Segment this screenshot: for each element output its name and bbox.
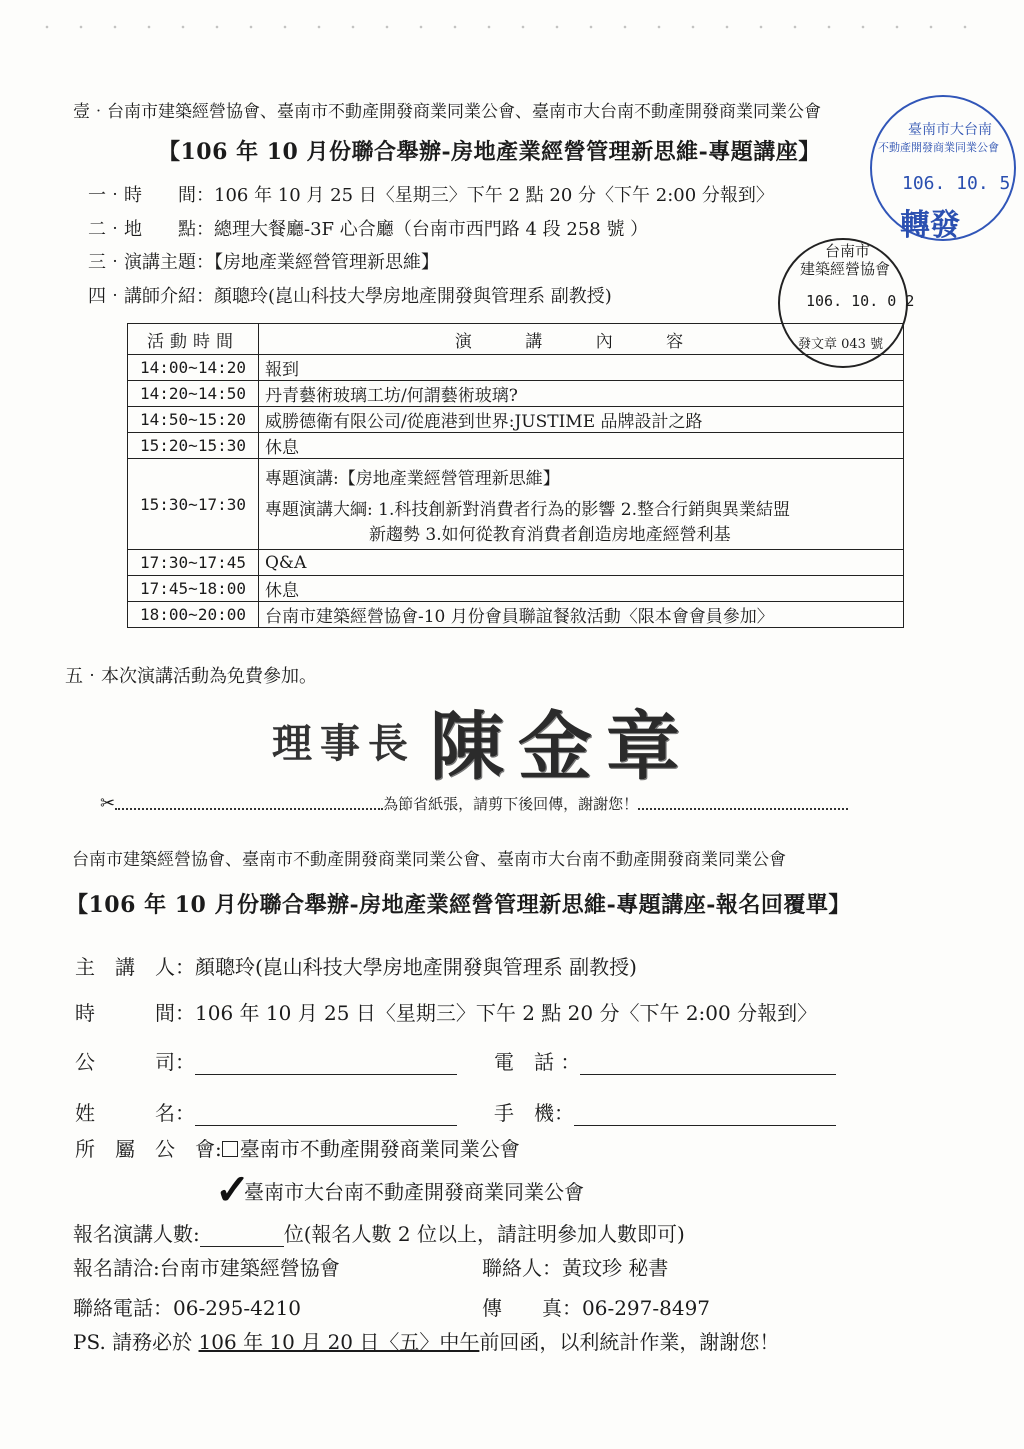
union-opt2-label[interactable]: 臺南市大台南不動產開發商業同業公會 [244, 1180, 584, 1204]
scan-dot-border [30, 24, 990, 30]
info-value: 106 年 10 月 25 日〈星期三〉下午 2 點 20 分〈下午 2:00 分報到〉 [214, 185, 774, 206]
info-label: 二‧地 點： [88, 219, 214, 240]
free-admission-note: 五‧本次演講活動為免費參加。 [65, 666, 317, 687]
schedule-row [128, 602, 904, 628]
schedule-content-line: 新趨勢 3.如何從教育消費者創造房地產經營利基 [369, 524, 731, 545]
schedule-content [259, 550, 904, 576]
header-time: 活動時間 [128, 324, 259, 355]
company-row [75, 1046, 457, 1075]
contact-fax: 傳 真：06-297-8497 [482, 1296, 711, 1320]
schedule-time: 15:30~17:30 [128, 459, 259, 550]
phone-label: 電 話 ： [494, 1050, 581, 1074]
schedule-time: 14:00~14:20 [128, 355, 259, 381]
count-field[interactable] [200, 1224, 284, 1247]
speaker-label: 主 講 人： [75, 955, 195, 979]
union-opt1-label: 臺南市不動產開發商業同業公會 [239, 1137, 520, 1161]
schedule-content [259, 355, 904, 381]
dotted-line-right [638, 800, 848, 810]
schedule-content-line: 報到 [265, 360, 299, 380]
union-opt2-row [244, 1176, 584, 1205]
info-value: 【房地產業經營管理新思維】 [214, 252, 439, 273]
schedule-content [259, 407, 904, 433]
schedule-content [259, 602, 904, 628]
count-row [73, 1218, 685, 1247]
company-field[interactable] [195, 1052, 457, 1075]
form-title: 【106 年 10 月份聯合舉辦-房地產業經營管理新思維-專題講座-報名回覆單】 [66, 892, 851, 918]
info-row [88, 181, 774, 207]
dispatch-stamp-date: 106. 10. 0 2 [806, 292, 915, 310]
event-title: 【106 年 10 月份聯合舉辦-房地產業經營管理新思維-專題講座】 [158, 139, 821, 165]
handwritten-check-mark-icon: ✓ [215, 1165, 251, 1214]
schedule-content [259, 576, 904, 602]
time-value: 106 年 10 月 25 日〈星期三〉下午 2 點 20 分〈下午 2:00 分報到〉 [195, 1001, 818, 1025]
schedule-row [128, 407, 904, 433]
info-row [88, 282, 612, 308]
schedule-content-line: 專題演講大綱: 1.科技創新對消費者行為的影響 2.整合行銷與異業結盟 [265, 499, 790, 520]
ps-prefix: PS. 請務必於 [73, 1330, 199, 1354]
schedule-header-row [128, 324, 904, 355]
stamp-action: 轉發 [900, 208, 960, 243]
schedule-time: 17:30~17:45 [128, 550, 259, 576]
schedule-row [128, 381, 904, 407]
stamp-date: 106. 10. 5 [902, 173, 1011, 194]
mobile-label: 手 機： [494, 1101, 574, 1125]
phone-row [494, 1046, 836, 1075]
name-label: 姓 名： [75, 1101, 195, 1125]
schedule-time: 14:20~14:50 [128, 381, 259, 407]
stamp-org-line2: 不動產開發商業同業公會 [878, 141, 999, 154]
schedule-content-line: 丹青藝術玻璃工坊/何謂藝術玻璃? [265, 386, 518, 406]
count-suffix: 位(報名人數 2 位以上，請註明參加人數即可) [283, 1222, 685, 1246]
schedule-row [128, 576, 904, 602]
union-row [75, 1133, 520, 1162]
time-label: 時 間： [75, 1001, 195, 1025]
ps-note [73, 1326, 779, 1355]
ps-suffix: 前回函，以利統計作業，謝謝您！ [479, 1330, 780, 1354]
contact-person: 聯絡人：黃玟珍 秘書 [482, 1256, 669, 1280]
speaker-value: 顏聰玲(崑山科技大學房地產開發與管理系 副教授) [195, 955, 637, 979]
cutline-text: 為節省紙張，請剪下後回傳，謝謝您！ [383, 795, 639, 813]
dispatch-stamp-doc: 發文章 043 號 [798, 337, 884, 352]
dispatch-stamp-org2: 建築經營協會 [800, 260, 891, 278]
schedule-content-line: 台南市建築經營協會-10 月份會員聯誼餐敘活動〈限本會會員參加〉 [265, 607, 774, 627]
mobile-row [494, 1097, 836, 1126]
schedule-content [259, 381, 904, 407]
name-field[interactable] [195, 1103, 457, 1126]
schedule-row [128, 355, 904, 381]
phone-field[interactable] [580, 1052, 836, 1075]
dispatch-stamp-org1: 台南市 [825, 242, 871, 260]
cut-line [100, 793, 920, 814]
dotted-line-left [115, 800, 383, 810]
schedule-content-line: 休息 [265, 438, 299, 458]
schedule-content [259, 433, 904, 459]
info-label: 四‧講師介紹： [88, 286, 214, 307]
chairman-title: 理事長 [272, 720, 416, 767]
info-value: 總理大餐廳-3F 心合廳（台南市西門路 4 段 258 號 ） [214, 219, 649, 240]
union-label: 所 屬 公 會: [75, 1137, 222, 1161]
contact-org: 報名請洽:台南市建築經營協會 [73, 1256, 340, 1280]
schedule-row [128, 550, 904, 576]
mobile-field[interactable] [574, 1103, 836, 1126]
header-content: 演 講 內 容 [259, 324, 904, 355]
chairman-signature: 陳金章 [430, 704, 694, 790]
ps-deadline: 106 年 10 月 20 日〈五〉中午 [198, 1330, 480, 1354]
schedule-time: 15:20~15:30 [128, 433, 259, 459]
info-value: 顏聰玲(崑山科技大學房地產開發與管理系 副教授) [214, 286, 612, 307]
info-row [88, 215, 648, 241]
union-opt1-checkbox[interactable] [222, 1141, 238, 1157]
schedule-time: 18:00~20:00 [128, 602, 259, 628]
name-row [75, 1097, 457, 1126]
schedule-content-line: 專題演講:【房地產業經營管理新思維】 [265, 468, 560, 489]
info-label: 三‧演講主題： [88, 252, 214, 273]
stamp-org-line1: 臺南市大台南 [908, 122, 992, 138]
speaker-row [75, 951, 637, 980]
schedule-content-line: 休息 [265, 581, 299, 601]
company-label: 公 司： [75, 1050, 195, 1074]
scissors-icon: ✂ [100, 793, 116, 814]
contact-tel: 聯絡電話：06-295-4210 [73, 1296, 302, 1320]
info-row [88, 248, 439, 274]
schedule-row [128, 459, 904, 550]
received-stamp-blue [870, 95, 1018, 253]
schedule-time: 14:50~15:20 [128, 407, 259, 433]
schedule-content-line: Q&A [265, 552, 307, 573]
schedule-content-line: 威勝德衛有限公司/從鹿港到世界:JUSTIME 品牌設計之路 [265, 412, 703, 432]
time-row [75, 997, 817, 1026]
schedule-table [127, 323, 904, 628]
schedule-content [259, 459, 904, 550]
count-label: 報名演講人數: [73, 1222, 200, 1246]
schedule-row [128, 433, 904, 459]
info-label: 一‧時 間： [88, 185, 214, 206]
schedule-time: 17:45~18:00 [128, 576, 259, 602]
organizers-line: 壹‧台南市建築經營協會、臺南市不動產開發商業同業公會、臺南市大台南不動產開發商業同業公會 [73, 102, 821, 122]
form-organizers: 台南市建築經營協會、臺南市不動產開發商業同業公會、臺南市大台南不動產開發商業同業公會 [72, 850, 786, 870]
